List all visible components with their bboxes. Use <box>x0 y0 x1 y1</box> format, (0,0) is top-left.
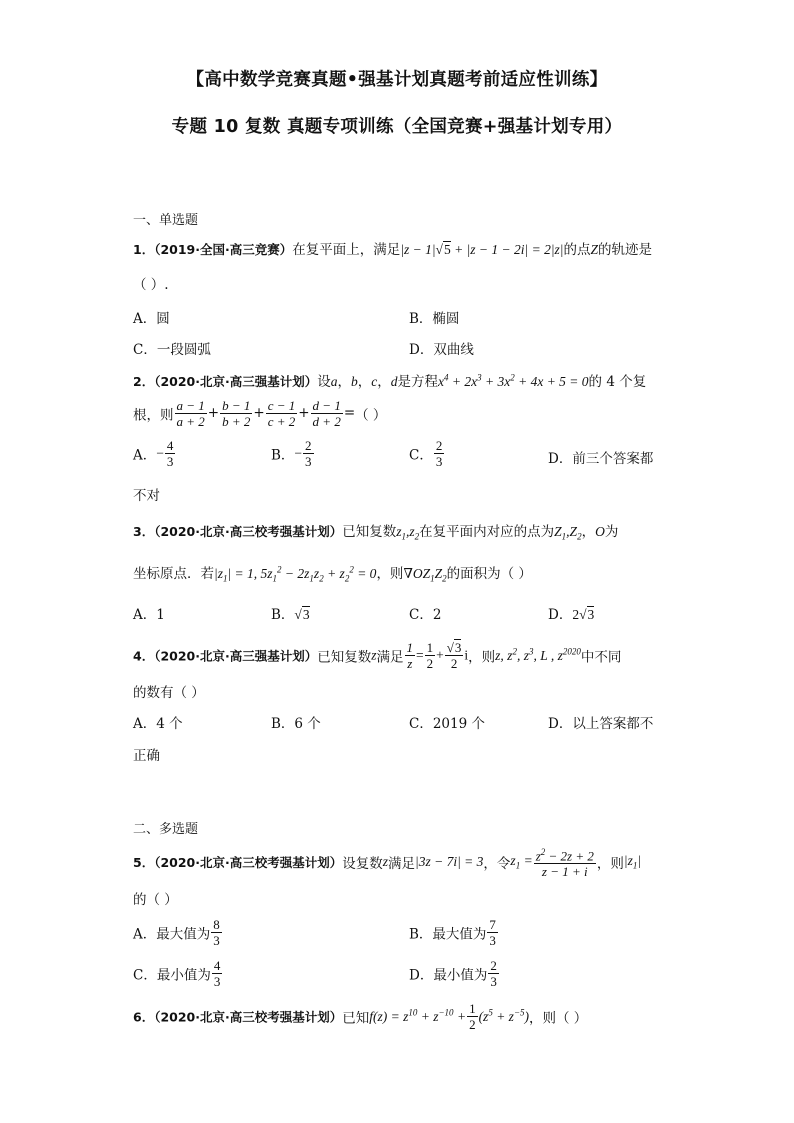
question-5-option-c[interactable]: C．最小值为 $\frac{4}{3}$ <box>133 958 221 989</box>
question-4-stem: 4．（2020·北京·高三强基计划）已知复数z满足 $\frac{1}{z}$ = $\frac{1}{2}$ + $\frac{√3}{2}$ i，则z, $z^2$, $z^3$, L , $z^{2020}$中不同 <box>133 640 622 671</box>
question-source: （2020·北京·高三校考强基计划） <box>154 1009 343 1025</box>
question-1-stem: 1．（2019·全国·高三竞赛）在复平面上，满足|z − 1|√5 + |z − 1 − 2i| = 2|z|的点Z的轨迹是 <box>133 242 653 258</box>
question-4-option-c[interactable]: C．2019 个 <box>409 716 485 732</box>
question-source: （2020·北京·高三校考强基计划） <box>154 524 343 539</box>
question-5-stem-cont: 的（ ） <box>133 892 178 908</box>
question-1-option-a[interactable]: A．圆 <box>133 311 170 327</box>
question-4-option-a[interactable]: A．4 个 <box>133 716 183 732</box>
question-1-option-c[interactable]: C．一段圆弧 <box>133 342 211 358</box>
question-1-option-b[interactable]: B．椭圆 <box>409 311 460 327</box>
section-heading-single-choice: 一、单选题 <box>133 213 199 228</box>
question-2-stem-cont: 根，则 $\frac{a - 1}{a + 2}$ + $\frac{b - 1}{b + 2}$ + $\frac{c - 1}{c + 2}$ + $\frac{d - 1}{d + 2}$ =（ ） <box>133 398 387 429</box>
question-1-stem-cont: （ ）. <box>133 277 169 293</box>
question-source: （2020·北京·高三强基计划） <box>154 648 318 664</box>
question-5-option-b[interactable]: B．最大值为 $\frac{7}{3}$ <box>409 917 496 948</box>
question-4-stem-cont: 的数有（ ） <box>133 685 205 701</box>
document-title-line1: 【高中数学竞赛真题•强基计划真题考前适应性训练】 <box>186 70 608 90</box>
question-source: （2020·北京·高三强基计划） <box>154 374 318 389</box>
question-3-option-d[interactable]: D．2√3 <box>548 607 595 623</box>
math-expression: $x^4 + 2x^3 + 3x^2 + 4x + 5 = 0$ <box>438 372 589 389</box>
math-expression: $|z_1| = 1$, $5z_1^2 - 2z_1z_2 + z_2^2 = 0$ <box>214 564 377 584</box>
question-source: （2020·北京·高三校考强基计划） <box>154 855 343 871</box>
question-2-option-b[interactable]: B．− $\frac{2}{3}$ <box>271 438 312 469</box>
question-2-option-c[interactable]: C． $\frac{2}{3}$ <box>409 438 443 469</box>
question-2-stem: 2．（2020·北京·高三强基计划）设a，b，c，d是方程$x^4 + 2x^3 + 3x^2 + 4x + 5 = 0$的 4 个复 <box>133 372 647 390</box>
question-1-option-d[interactable]: D．双曲线 <box>409 342 474 358</box>
question-5-stem: 5．（2020·北京·高三校考强基计划）设复数z满足|3z − 7i| = 3，令$z_1$ = $\frac{z^2 - 2z + 2}{z - 1 + i}$ ，则$|z_1|$ <box>133 847 642 880</box>
question-3-option-a[interactable]: A．1 <box>133 607 165 623</box>
question-2-option-d-cont: 不对 <box>133 488 160 504</box>
question-3-stem: 3．（2020·北京·高三校考强基计划）已知复数$z_1,z_2$在复平面内对应的点为$Z_1,Z_2$，O为 <box>133 524 619 542</box>
question-5-option-a[interactable]: A．最大值为 $\frac{8}{3}$ <box>133 917 220 948</box>
question-2-option-a[interactable]: A．− $\frac{4}{3}$ <box>133 438 174 469</box>
document-title-line2: 专题 10 复数 真题专项训练（全国竞赛+强基计划专用） <box>171 117 623 137</box>
math-expression: |z − 1|√5 + |z − 1 − 2i| = 2|z| <box>400 242 564 257</box>
question-6-stem: 6．（2020·北京·高三校考强基计划）已知$f(z) = z^{10} + z^{-10}$ + $\frac{1}{2}$ $(z^5 + z^{-5})$，则（ ） <box>133 1001 588 1032</box>
question-source: （2019·全国·高三竞赛） <box>154 242 293 257</box>
question-4-option-d-cont: 正确 <box>133 748 160 764</box>
question-2-option-d[interactable]: D．前三个答案都 <box>548 451 654 467</box>
question-4-option-b[interactable]: B．6 个 <box>271 716 321 732</box>
question-4-option-d[interactable]: D．以上答案都不 <box>548 716 654 732</box>
question-3-stem-cont: 坐标原点．若$|z_1| = 1$, $5z_1^2 - 2z_1z_2 + z_2^2 = 0$，则$\nabla OZ_1Z_2$的面积为（ ） <box>133 564 532 584</box>
question-5-option-d[interactable]: D．最小值为 $\frac{2}{3}$ <box>409 958 497 989</box>
question-3-option-c[interactable]: C．2 <box>409 607 442 623</box>
question-3-option-b[interactable]: B．√3 <box>271 607 310 623</box>
section-heading-multiple-choice: 二、多选题 <box>133 822 199 837</box>
